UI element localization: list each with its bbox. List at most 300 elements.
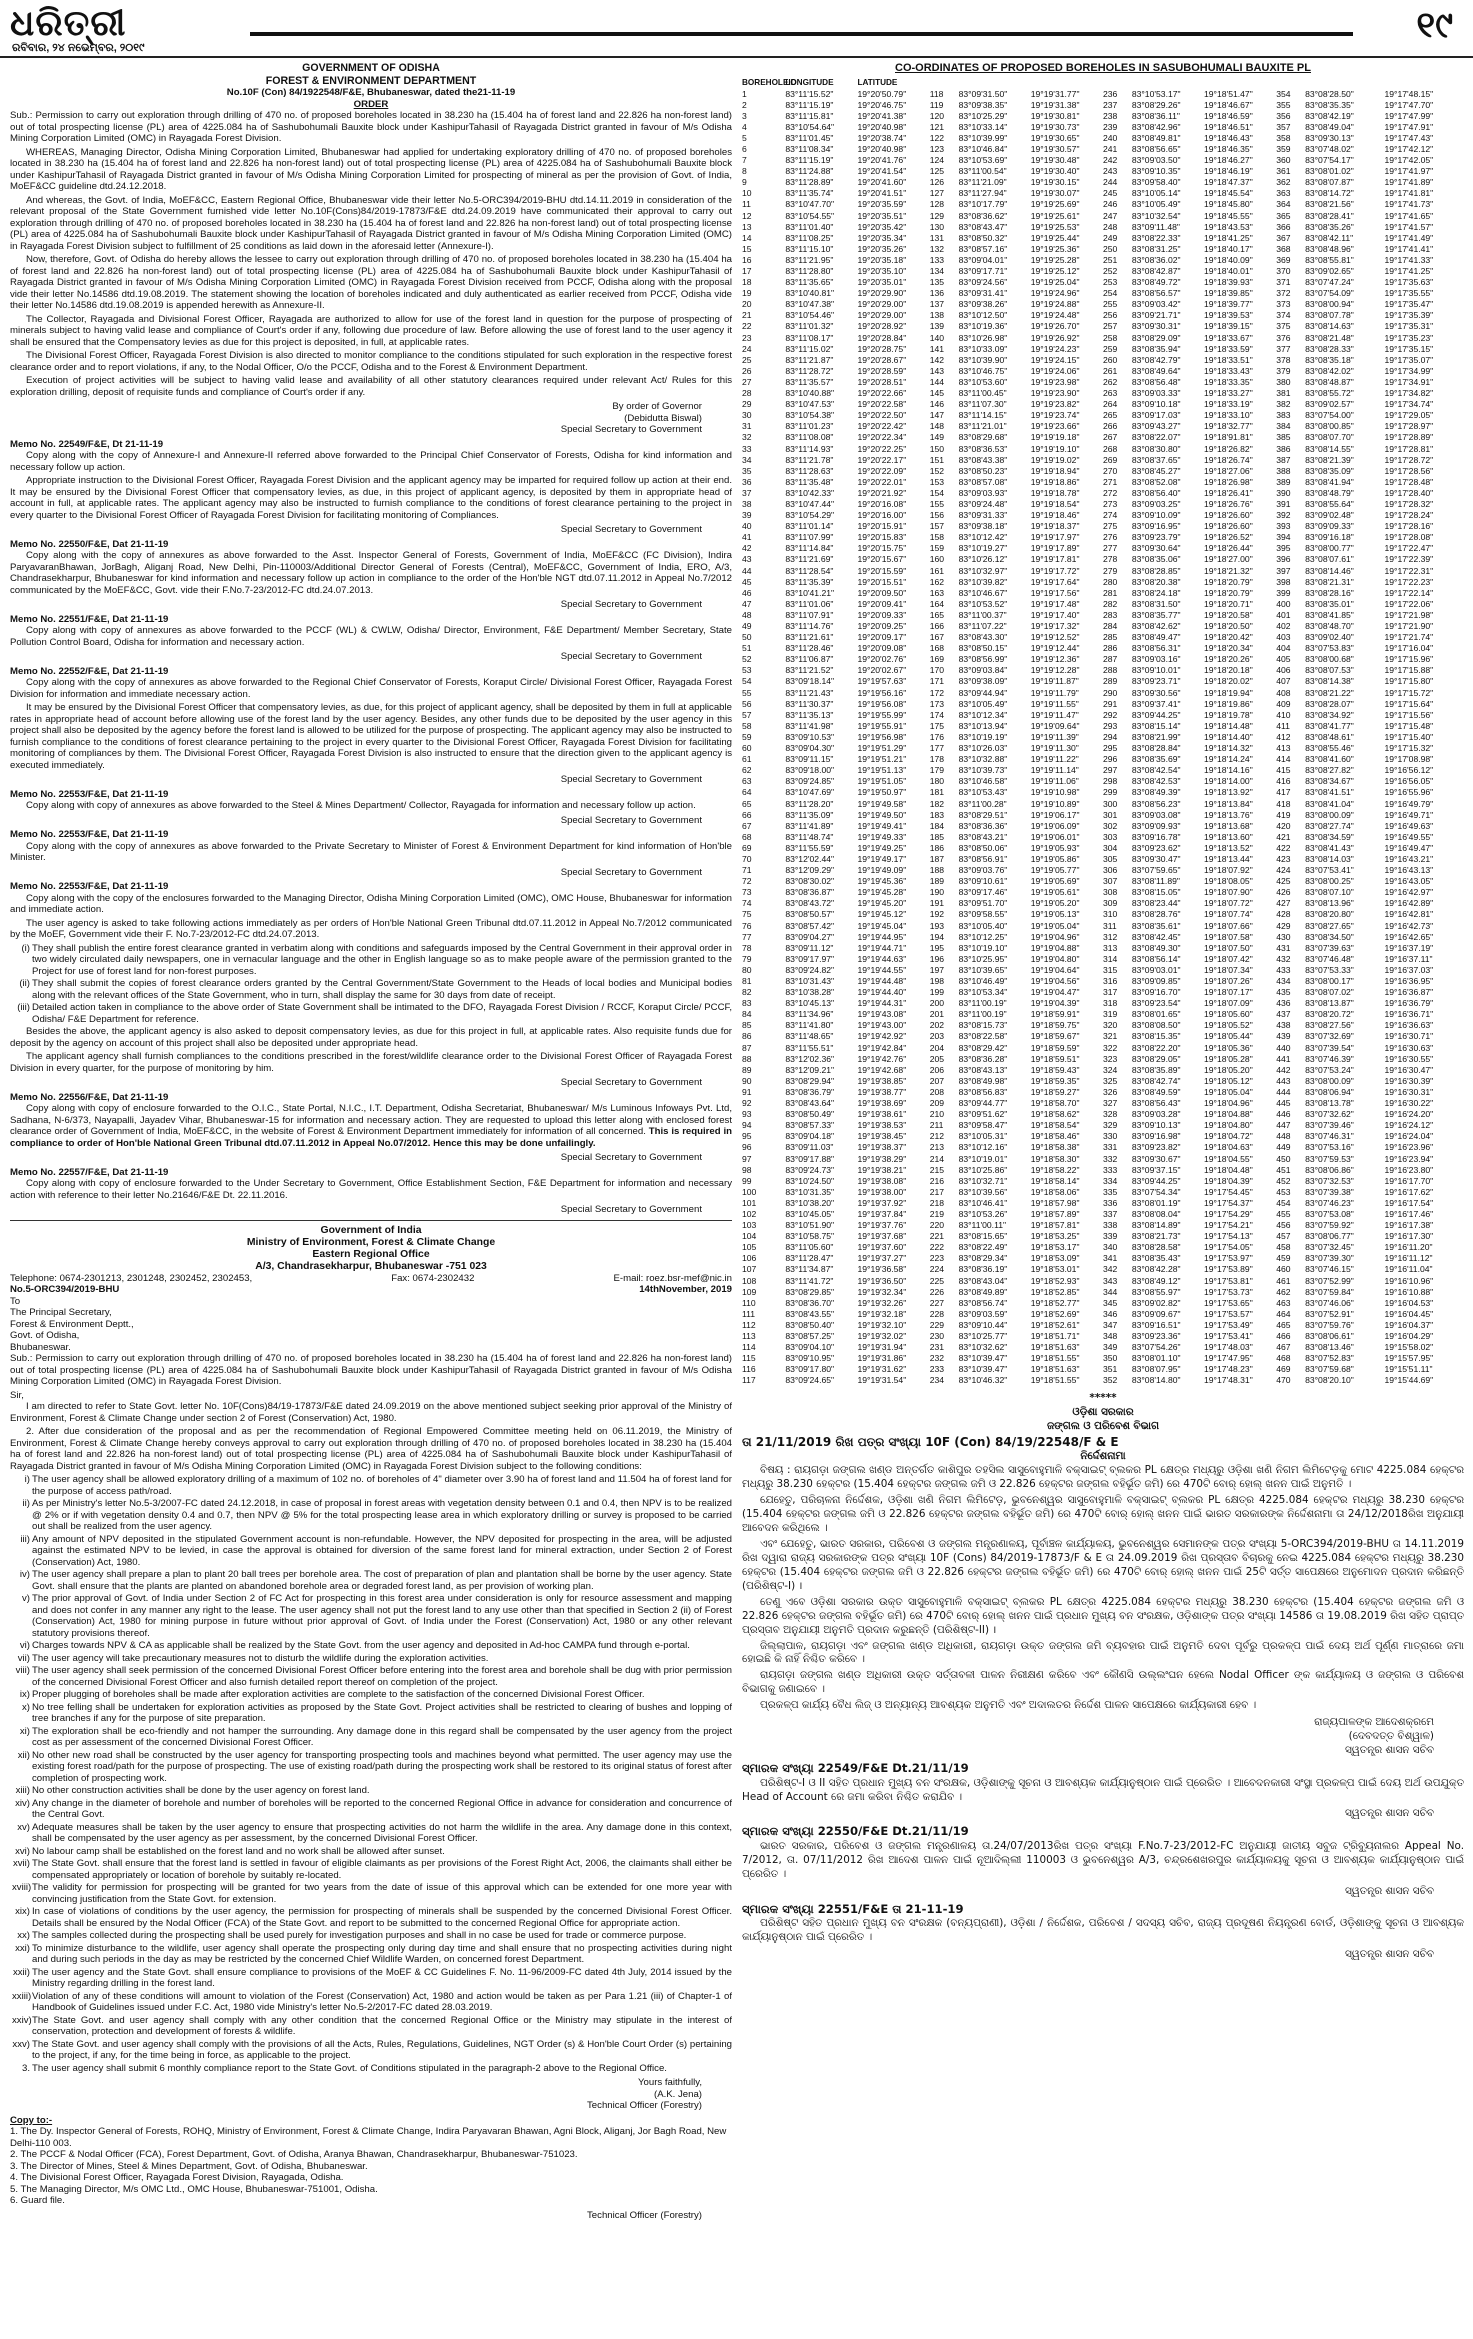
table-cell: 19°19'42.76" (857, 1053, 907, 1064)
table-cell: 54 (742, 676, 752, 687)
table-cell: 19°18'33.43" (1204, 365, 1253, 376)
table-cell: 83°09'10.95" (785, 1353, 835, 1364)
table-cell: 83°11'01.23" (785, 421, 834, 432)
table-cell: 213 (929, 1142, 945, 1153)
table-cell: 81 (742, 976, 752, 986)
table-cell: 19°19'11.47" (1030, 709, 1079, 720)
table-cell: 19°19'26.92" (1030, 332, 1080, 343)
table-cell: 180 (929, 776, 945, 787)
table-row (742, 366, 1464, 377)
table-cell: 197 (929, 964, 945, 975)
table-cell: 122 (929, 132, 945, 143)
table-cell: 19°19'17.89" (1030, 543, 1080, 554)
table-cell: 220 (929, 1220, 945, 1231)
table-cell: 320 (1102, 1020, 1118, 1031)
table-cell: 283 (1102, 609, 1118, 620)
table-cell: 19°18'59.51" (1030, 1053, 1080, 1064)
table-cell: 247 (1102, 210, 1118, 221)
table-cell: 70 (742, 853, 752, 864)
table-cell: 19°18'20.26" (1204, 654, 1253, 665)
table-cell: 423 (1276, 853, 1291, 864)
table-cell: 19°18'26.44" (1204, 543, 1253, 554)
table-cell: 19°18'20.42" (1204, 632, 1253, 643)
table-cell: 83°09'30.47" (1131, 853, 1181, 864)
table-cell: 19°17'41.33" (1384, 254, 1434, 265)
table-row (742, 610, 1464, 621)
table-cell: 379 (1276, 365, 1291, 376)
table-cell: 29 (742, 399, 752, 410)
table-cell: 83°09'58.40" (1131, 177, 1181, 188)
table-cell: 440 (1276, 1042, 1291, 1053)
table-cell: 376 (1276, 332, 1291, 343)
condition-item: xxv) The State Govt. and user agency shall comply with the provisions of all the Acts, Rules, Regulations, Guidelines, NGT Order (s) & Hon'ble Court Order (s) pertaining to the project, if any, for the time being in force, as applicable to the project. (12, 2038, 732, 2062)
table-cell: 83°07'53.41" (1305, 865, 1354, 876)
table-cell: 19°18'07.66" (1204, 920, 1253, 931)
table-cell: 19°19'12.28" (1030, 665, 1080, 676)
table-cell: 19°19'25.36" (1030, 243, 1080, 254)
table-cell: 83°11'21.09" (958, 177, 1007, 188)
table-cell: 19°19'23.74" (1030, 410, 1080, 421)
table-cell: 357 (1276, 121, 1291, 132)
table-cell: 19°20'09.33" (857, 609, 907, 620)
table-cell: 83°10'53.69" (958, 155, 1008, 166)
table-cell: 118 (929, 88, 944, 99)
table-cell: 19°19'05.69" (1030, 876, 1080, 887)
table-cell: 19°18'13.44" (1204, 853, 1253, 864)
table-cell: 86 (742, 1031, 752, 1042)
table-row (742, 233, 1464, 244)
table-cell: 83°08'01.10" (1131, 1353, 1181, 1364)
table-cell: 384 (1276, 421, 1291, 432)
table-cell: 19°19'04.56" (1030, 976, 1080, 986)
table-cell: 19°17'21.98" (1384, 609, 1434, 620)
table-cell: 386 (1276, 443, 1291, 454)
table-cell: 19°16'42.73" (1384, 920, 1434, 931)
table-cell: 232 (929, 1353, 945, 1364)
table-cell: 83°08'36.87" (785, 887, 835, 898)
table-cell: 19°16'10.88" (1384, 1286, 1434, 1297)
table-cell: 83°07'59.53" (1305, 1153, 1354, 1164)
table-cell: 145 (929, 388, 945, 399)
table-cell: 83°09'31.41" (958, 288, 1008, 299)
table-cell: 19°16'49.55" (1384, 831, 1434, 842)
table-cell: 19°18'33.51" (1204, 354, 1253, 365)
table-cell: 470 (1276, 1375, 1291, 1386)
table-cell: 83°10'39.73" (958, 765, 1008, 776)
table-cell: 287 (1102, 654, 1118, 665)
table-cell: 83°08'36.11" (1131, 110, 1180, 121)
order-title: ORDER (353, 98, 389, 110)
table-cell: 19°17'28.72" (1384, 454, 1434, 465)
table-cell: 275 (1102, 521, 1118, 532)
table-row (742, 1154, 1464, 1165)
table-cell: 19°19'31.54" (857, 1375, 907, 1386)
table-cell: 223 (929, 1253, 945, 1264)
table-cell: 19°17'22.23" (1384, 576, 1434, 587)
table-cell: 83°09'03.08" (1131, 809, 1181, 820)
table-cell: 19°19'24.23" (1030, 343, 1080, 354)
table-cell: 83°08'29.68" (958, 432, 1008, 443)
table-cell: 206 (929, 1064, 945, 1075)
table-cell: 8 (742, 166, 747, 177)
table-cell: 116 (742, 1364, 756, 1375)
table-cell: 83°08'20.10" (1305, 1375, 1354, 1386)
table-cell: 465 (1276, 1319, 1291, 1330)
table-cell: 83°10'19.10" (958, 942, 1008, 953)
table-cell: 237 (1102, 99, 1118, 110)
table-cell: 394 (1276, 532, 1291, 543)
table-cell: 83°08'43.47" (958, 221, 1008, 232)
table-cell: 83°08'22.49" (958, 1242, 1008, 1253)
table-cell: 457 (1276, 1231, 1291, 1242)
table-row (742, 133, 1464, 144)
table-cell: 252 (1102, 266, 1118, 276)
table-cell: 339 (1102, 1231, 1118, 1242)
table-cell: 83°10'46.58" (958, 776, 1008, 787)
moef-contact-row: Telephone: 0674-2301213, 2301248, 2302452, 2302453, Fax: 0674-2302432 E-mail: roez.bsr-mef@nic.in (10, 1272, 732, 1284)
table-cell: 338 (1102, 1220, 1118, 1231)
table-row (742, 743, 1464, 754)
table-cell: 239 (1102, 121, 1118, 132)
table-row (742, 676, 1464, 687)
table-cell: 83°10'39.47" (958, 1364, 1008, 1375)
copy-to-item: 1. The Dy. Inspector General of Forests, ROHQ, Ministry of Environment, Forest & Climate Change, Indira Paryavaran Bhawan, Agni Block, Aliganj, Jor Bagh Road, New Delhi-110 003. (10, 2126, 727, 2149)
table-cell: 83°08'35.35" (1305, 99, 1354, 110)
table-cell: 19°19'42.92" (857, 1031, 907, 1042)
table-cell: 19°19'23.98" (1030, 376, 1080, 387)
table-cell: 83°09'10.01" (1131, 665, 1181, 676)
table-cell: 19°18'14.16" (1204, 765, 1253, 776)
table-cell: 19°20'28.92" (857, 321, 907, 332)
table-cell: 19°19'49.09" (857, 865, 907, 876)
table-cell: 19°17'48.23" (1204, 1364, 1253, 1375)
issue-date: ରବିବାର, ୨୪ ନଭେମ୍ବର, ୨୦୧୯ (12, 42, 145, 54)
table-cell: 155 (929, 498, 945, 509)
table-cell: 32 (742, 432, 752, 443)
table-cell: 298 (1102, 776, 1118, 787)
table-cell: 83°11'28.46" (785, 643, 834, 654)
table-cell: 19°19'36.50" (857, 1275, 907, 1286)
table-cell: 83°11'28.80" (785, 266, 834, 276)
table-cell: 19°19'11.14" (1030, 765, 1079, 776)
table-cell: 30 (742, 410, 752, 421)
table-cell: 19°19'49.25" (857, 842, 907, 853)
table-cell: 166 (929, 621, 945, 631)
table-cell: 19°17'28.32" (1384, 498, 1434, 509)
table-cell: 83°09'03.76" (958, 865, 1008, 876)
table-cell: 21 (742, 310, 752, 321)
table-cell: 19°18'53.17" (1030, 1242, 1080, 1253)
table-cell: 456 (1276, 1220, 1291, 1231)
borehole-coordinates-table (742, 77, 1464, 1386)
condition-item: xxiii) Violation of any of these conditions will amount to violation of the Forest (Conservation) Act, 1980 and action would be taken as per Para 1.21 (iii) of Chapter-1 of Handbook of Guidelines issued under F.C. Act, 1980 vide Ministry's letter No.5-2/2017-FC dated 28.03.2019. (12, 1990, 732, 2014)
table-cell: 19°18'52.93" (1030, 1275, 1080, 1286)
table-cell: 33 (742, 443, 752, 454)
table-cell: 83°08'29.51" (958, 809, 1008, 820)
table-cell: 19°18'13.68" (1204, 820, 1253, 831)
table-cell: 228 (929, 1308, 945, 1319)
table-cell: 83°09'17.71" (958, 266, 1008, 276)
table-cell: 19°18'07.90" (1204, 887, 1253, 898)
table-cell: 83°11'15.52" (785, 88, 834, 99)
table-cell: 19°19'37.68" (857, 1231, 907, 1242)
table-cell: 347 (1102, 1319, 1118, 1330)
table-cell: 19°16'37.03" (1384, 964, 1434, 975)
table-cell: 83°07'59.68" (1305, 1364, 1354, 1375)
table-cell: 83°10'25.77" (958, 1331, 1008, 1341)
table-cell: 83°11'08.34" (785, 143, 834, 154)
table-cell: 24 (742, 343, 752, 354)
condition-item: v) The prior approval of Govt. of India under Section 2 of FC Act for prospecting in this forest area under consideration is only for resource assessment and mapping and does not confer in any manner any right to the lease. The user agency shall not put the forest land to any use other than that specified in Section 2 (ii) of Forest (Conservation) Act, 1980 for mining purpose in future without prior approval of Govt. of India under the Forest (Conservation) Act, 1980 or any other relevant statutory provisions thereof. (22, 1593, 732, 1639)
table-cell: 83°08'35.26" (1305, 221, 1354, 232)
table-cell: 19°18'20.18" (1204, 665, 1253, 676)
table-cell: 83°08'48.87" (1305, 376, 1354, 387)
table-cell: 19°19'23.66" (1030, 421, 1080, 432)
oriya-govt: ଓଡ଼ିଶା ସରକାର (1072, 1406, 1134, 1419)
table-cell: 83°07'39.38" (1305, 1186, 1354, 1197)
table-cell: 19°17'28.08" (1384, 532, 1434, 543)
table-cell: 83°08'28.50" (1305, 88, 1354, 99)
table-row (742, 799, 1464, 810)
table-cell: 358 (1276, 132, 1291, 143)
table-row (742, 1375, 1464, 1386)
table-cell: 83°09'16.78" (1131, 831, 1181, 842)
table-cell: 291 (1102, 698, 1118, 709)
table-cell: 19°19'38.45" (857, 1131, 907, 1142)
table-cell: 19°19'25.53" (1030, 221, 1080, 232)
table-cell: 294 (1102, 731, 1118, 742)
table-cell: 83°07'46.31" (1305, 1131, 1354, 1142)
table-cell: 19°18'05.52" (1204, 1020, 1253, 1031)
table-cell: 113 (742, 1331, 756, 1341)
table-row (742, 1276, 1464, 1287)
table-row (742, 821, 1464, 832)
table-cell: 19°17'15.40" (1384, 731, 1434, 742)
table-row (742, 1353, 1464, 1364)
table-cell: 19°19'17.72" (1030, 565, 1080, 576)
left-column (10, 62, 732, 2332)
table-cell: 183 (929, 809, 945, 820)
condition-item: viii) The user agency shall seek permission of the concerned Divisional Forest Officer before entering into the forest area and borehole shall be dug with prior permission of the concerned Divisional Forest Officer and also furnish detailed report thereof on completion of the project. (15, 1665, 732, 1688)
table-cell: 396 (1276, 554, 1291, 565)
table-row (742, 410, 1464, 421)
table-cell: 83°08'34.67" (1305, 776, 1354, 787)
table-cell: 19°18'58.22" (1030, 1164, 1080, 1175)
table-cell: 425 (1276, 876, 1291, 887)
table-cell: 19°18'05.36" (1204, 1042, 1253, 1053)
table-cell: 158 (929, 532, 945, 543)
table-cell: 76 (742, 920, 752, 931)
table-cell: 35 (742, 465, 752, 476)
table-cell: 19°19'44.63" (857, 953, 907, 964)
table-cell: 19°17'35.15" (1384, 343, 1434, 354)
moef-ref-row: No.5-ORC394/2019-BHU 14thNovember, 2019 (10, 1284, 732, 1296)
table-cell: 19°20'21.92" (857, 487, 907, 498)
table-cell: 83°07'39.46" (1305, 1120, 1354, 1131)
table-cell: 83°08'21.48" (1305, 332, 1354, 343)
table-cell: 83°09'02.48" (1305, 510, 1354, 521)
table-cell: 19°20'09.25" (857, 621, 907, 631)
conditions-list (10, 1474, 732, 2074)
table-cell: 367 (1276, 232, 1291, 243)
table-cell: 19°19'12.36" (1030, 654, 1080, 665)
table-cell: 229 (929, 1319, 945, 1330)
table-cell: 19°17'35.47" (1384, 299, 1434, 310)
table-cell: 19°19'04.47" (1030, 987, 1080, 998)
table-cell: 19°20'02.67" (857, 665, 907, 676)
table-cell: 83°08'49.12" (1131, 1275, 1181, 1286)
table-cell: 83°11'41.72" (785, 1275, 834, 1286)
table-cell: 285 (1102, 632, 1118, 643)
table-cell: 83°08'56.14" (1131, 953, 1181, 964)
table-cell: 19°16'49.63" (1384, 820, 1434, 831)
table-cell: 304 (1102, 842, 1118, 853)
table-cell: 19°20'38.74" (857, 132, 907, 143)
table-cell: 83°10'53.17" (1131, 88, 1181, 99)
table-cell: 19°18'07.92" (1204, 865, 1253, 876)
table-cell: 19°15'51.11" (1384, 1364, 1433, 1375)
table-cell: 19°16'04.29" (1384, 1331, 1434, 1341)
table-cell: 372 (1276, 288, 1291, 299)
table-cell: 19°19'25.69" (1030, 199, 1080, 210)
table-cell: 19°17'08.98" (1384, 754, 1434, 765)
table-row (742, 665, 1464, 676)
table-cell: 273 (1102, 498, 1118, 509)
table-cell: 72 (742, 876, 752, 887)
table-cell: 83°08'42.19" (1305, 110, 1354, 121)
ngt-item: (i) They shall publish the entire forest clearance granted in verbatim along with conditions and safeguards imposed by the Central Government in their approval order in two widely circulated daily newspapers, one in vernacular language and the other in English language so as to make people aware of the permission granted to the Project for use of forest land for non-forest purposes. (21, 942, 732, 977)
table-cell: 368 (1276, 243, 1291, 254)
table-cell: 388 (1276, 465, 1291, 476)
table-cell: 364 (1276, 199, 1291, 210)
table-cell: 19°17'53.97" (1204, 1253, 1253, 1264)
table-cell: 19°20'41.51" (857, 188, 907, 199)
table-cell: 69 (742, 842, 752, 853)
table-row (742, 499, 1464, 510)
table-cell: 19°18'40.01" (1204, 266, 1253, 276)
table-cell: 19°19'44.71" (857, 942, 907, 953)
table-cell: 19°16'11.04" (1384, 1264, 1433, 1275)
table-cell: 342 (1102, 1264, 1118, 1275)
table-cell: 19°18'91.81" (1204, 432, 1253, 443)
table-cell: 83°10'47.38" (785, 299, 835, 310)
table-cell: 83°08'48.70" (1305, 621, 1354, 631)
table-cell: 83°07'32.45" (1305, 1242, 1354, 1253)
table-cell: 19°18'52.69" (1030, 1308, 1080, 1319)
table-cell: 19°19'38.53" (857, 1120, 907, 1131)
table-cell: 19°17'34.82" (1384, 388, 1434, 399)
table-cell: 264 (1102, 399, 1118, 410)
table-cell: 19°15'58.02" (1384, 1342, 1434, 1353)
table-cell: 83°11'01.45" (785, 132, 834, 143)
table-cell: 83°09'24.85" (785, 776, 835, 787)
table-cell: 83°10'39.47" (958, 1353, 1008, 1364)
table-cell: 83°08'29.05" (1131, 1053, 1181, 1064)
table-cell: 393 (1276, 521, 1291, 532)
table-cell: 19°19'45.04" (857, 920, 907, 931)
table-cell: 19°16'17.30" (1384, 1231, 1434, 1242)
table-cell: 83°08'41.51" (1305, 787, 1354, 798)
table-cell: 83°10'45.13" (785, 998, 835, 1009)
table-cell: 463 (1276, 1297, 1291, 1308)
table-cell: 19°19'44.55" (857, 964, 907, 975)
table-cell: 19°19'44.40" (857, 987, 907, 998)
table-cell: 67 (742, 820, 752, 831)
table-cell: 19°18'26.60" (1204, 510, 1253, 521)
table-cell: 19°19'19.18" (1030, 432, 1080, 443)
condition-item: i) The user agency shall be allowed exploratory drilling of a maximum of 102 no. of boreholes of 4" diameter over 3.90 ha of forest land and 11.504 ha of forest land for the purpose of access path/road. (24, 1474, 732, 1497)
table-cell: 100 (742, 1186, 757, 1197)
table-cell: 163 (929, 587, 945, 598)
table-cell: 343 (1102, 1275, 1118, 1286)
table-cell: 83°10'38.28" (785, 987, 835, 998)
condition-item: xv) Adequate measures shall be taken by the user agency to ensure that prospecting activities do not harm the wildlife in the area. Any damage done in this context, shall be compensated by the user agency as per assessment, by the concerned Divisional Forest Officer. (17, 1821, 732, 1845)
table-cell: 83°08'21.99" (1131, 731, 1181, 742)
table-cell: 83°10'51.90" (785, 1220, 835, 1231)
table-row (742, 1098, 1464, 1109)
table-cell: 378 (1276, 354, 1291, 365)
table-cell: 19°17'28.97" (1384, 421, 1434, 432)
table-row (742, 1209, 1464, 1220)
table-cell: 313 (1102, 942, 1118, 953)
table-cell: 83°08'35.43" (1131, 1253, 1181, 1264)
table-cell: 83°09'17.88" (785, 1153, 835, 1164)
table-row (742, 965, 1464, 976)
table-cell: 466 (1276, 1331, 1291, 1341)
table-cell: 19°17'35.39" (1384, 310, 1434, 321)
table-cell: 19°17'54.45" (1204, 1186, 1253, 1197)
table-cell: 9 (742, 177, 747, 188)
table-cell: 212 (929, 1131, 945, 1142)
table-cell: 83°11'21.87" (785, 354, 834, 365)
moef-para-2: 2. After due consideration of the proposal and as per the recommendation of Regional Empowered Committee meeting held on 06.11.2019, the Ministry of Environment, Forest & Climate Change hereby conveys approval to carry out exploration through drilling of 470 no. of proposed boreholes located in 38.230 ha (15.404 ha of forest land and 22.826 ha non-forest land) out of total prospecting license (PL) area of 4225.084 ha of Sashubohumali Bauxite block under KashipurTahasil of Rayagada District granted in favour of M/s Odisha Mining Corporation Limited (OMC) in Rayagada Forest Division subject to the following conditions: (10, 1426, 732, 1472)
table-cell: 83°09'44.25" (1131, 1175, 1181, 1186)
table-cell: 83°07'32.62" (1305, 1109, 1354, 1120)
table-cell: 19°18'05.12" (1204, 1075, 1253, 1086)
table-cell: 68 (742, 831, 752, 842)
table-cell: 19°19'09.64" (1030, 720, 1080, 731)
table-cell: 241 (1102, 143, 1118, 154)
table-row (742, 388, 1464, 399)
table-cell: 83°08'56.43" (1131, 1098, 1181, 1109)
condition-item: xvi) No labour camp shall be established on the forest land and no work shall be allowed after sunset. (15, 1845, 445, 1857)
table-cell: 83°07'59.84" (1305, 1286, 1354, 1297)
table-cell: 19°16'43.21" (1384, 853, 1434, 864)
table-cell: 83°08'41.04" (1305, 798, 1354, 809)
table-cell: 83°08'22.33" (1131, 232, 1181, 243)
table-cell: 83°10'19.27" (958, 543, 1008, 554)
table-cell: 83°08'27.74" (1305, 820, 1354, 831)
table-cell: 66 (742, 809, 752, 820)
table-cell: 83°10'32.97" (958, 565, 1008, 576)
table-cell: 65 (742, 798, 752, 809)
table-cell: 19°17'21.74" (1384, 632, 1434, 643)
table-cell: 418 (1276, 798, 1291, 809)
table-cell: 19°16'24.12" (1384, 1120, 1434, 1131)
table-row (742, 488, 1464, 499)
table-cell: 422 (1276, 842, 1291, 853)
table-cell: 83°09'44.94" (958, 687, 1008, 698)
table-cell: 19°16'23.94" (1384, 1153, 1434, 1164)
table-cell: 83°08'56.31" (1131, 643, 1181, 654)
table-cell: 371 (1276, 277, 1291, 288)
table-cell: 143 (929, 365, 945, 376)
table-cell: 19°17'42.12" (1384, 143, 1434, 154)
table-cell: 19°18'07.42" (1204, 953, 1253, 964)
table-cell: 19°17'21.90" (1384, 621, 1434, 631)
table-cell: 360 (1276, 155, 1291, 166)
table-cell: 19°19'04.80" (1030, 953, 1080, 964)
